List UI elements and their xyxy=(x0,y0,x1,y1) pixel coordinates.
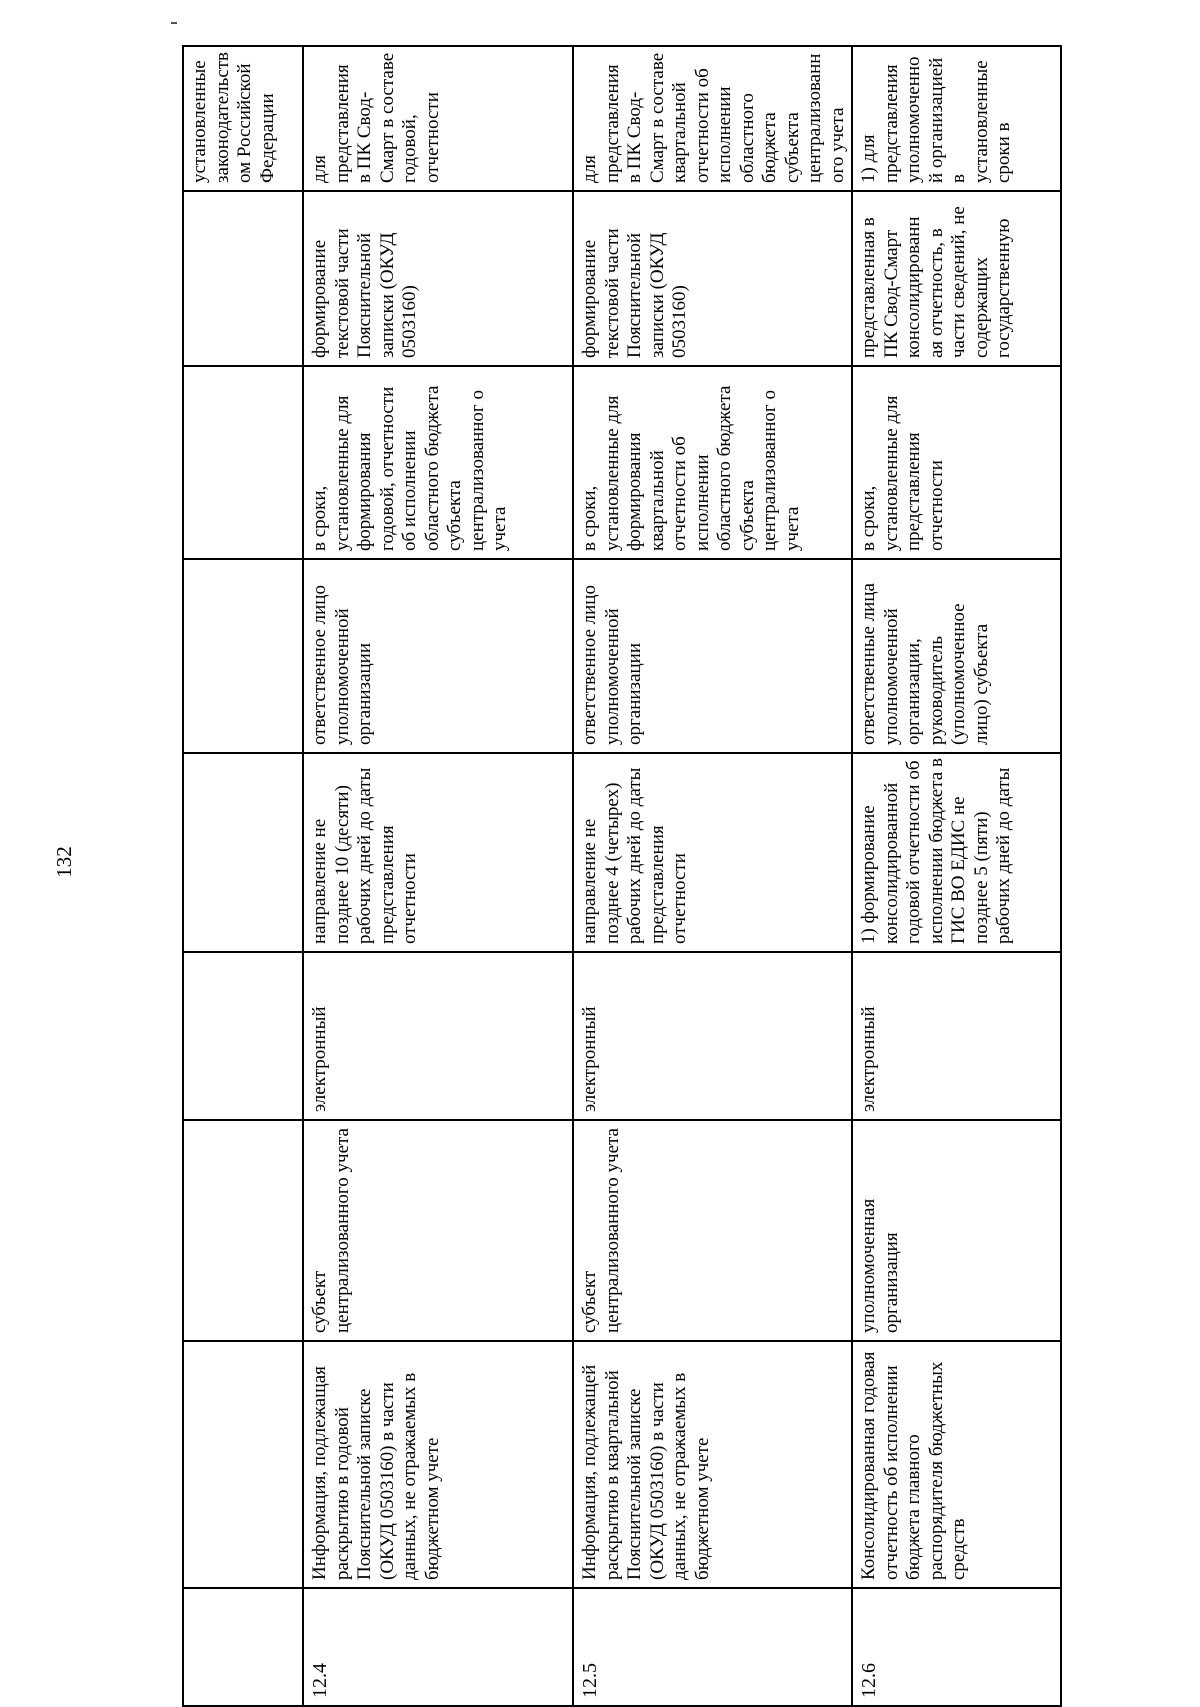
cell-text: направление не позднее 4 (четырех) рабочих дней до даты представления отчетности xyxy=(579,767,690,944)
cell-text: электронный xyxy=(579,1006,600,1112)
row-number: 12.6 xyxy=(858,1663,880,1698)
cell-text: уполномоченная организация xyxy=(858,1198,902,1333)
cell-text: в сроки, установленные для формирования годовой, отчетности об исполнении областного бюджета субъекта централизованног о учета xyxy=(309,385,510,551)
cell-format xyxy=(852,952,1061,1120)
cell-purpose xyxy=(573,191,852,366)
cell-text: ответственное лицо уполномоченной организации xyxy=(579,585,645,745)
cell-responsible-entity xyxy=(573,1120,852,1341)
cell-number xyxy=(303,1588,573,1706)
cell-text: ответственные лица уполномоченной организации, руководитель (уполномоченное лицо) субъекта xyxy=(858,583,992,745)
cell-notes xyxy=(852,46,1061,191)
cell-text: направление не позднее 10 (десяти) рабочих дней до даты представления отчетности xyxy=(309,767,420,944)
cell-responsible-person xyxy=(183,559,303,753)
cell-text: Консолидированная годовая отчетность об исполнении бюджета главного распорядителя бюджетных средств xyxy=(858,1351,969,1580)
cell-procedure xyxy=(573,753,852,952)
cell-name xyxy=(303,1341,573,1588)
cell-text: для представления в ПК Свод-Смарт в составе годовой, отчетности xyxy=(309,52,443,183)
row-number: 12.4 xyxy=(309,1663,331,1698)
cell-text: 1) формирование консолидированной годовой отчетности об исполнении бюджета в ГИС ВО ЕДИС не позднее 5 (пяти) рабочих дней до даты xyxy=(858,758,1014,944)
table-row xyxy=(303,46,573,1706)
page-number: 132 xyxy=(52,846,76,878)
cell-format xyxy=(303,952,573,1120)
cell-text: Информация, подлежащая раскрытию в годовой Пояснительной записке (ОКУД 0503160) в части данных, не отражаемых в бюджетном учете xyxy=(309,1366,443,1580)
table-row xyxy=(852,46,1061,1706)
cell-procedure xyxy=(303,753,573,952)
cell-text: электронный xyxy=(309,1006,330,1112)
cell-number xyxy=(852,1588,1061,1706)
cell-responsible-entity xyxy=(852,1120,1061,1341)
cell-text: представленная в ПК Свод-Смарт консолидированн ая отчетность, в части сведений, не содержащих государственную xyxy=(858,206,1014,358)
row-number: 12.5 xyxy=(579,1663,601,1698)
cell-format xyxy=(573,952,852,1120)
cell-deadline xyxy=(573,366,852,559)
procedure-table xyxy=(182,45,1062,1707)
cell-text: ответственное лицо уполномоченной организации xyxy=(309,585,375,745)
cell-responsible-person xyxy=(303,559,573,753)
cell-purpose xyxy=(303,191,573,366)
cell-deadline xyxy=(303,366,573,559)
cell-text: установленные законодательств ом Российской Федерации xyxy=(189,51,278,183)
cell-text: 1) для представления уполномоченно й организацией в установленные сроки в xyxy=(858,56,1014,183)
cell-format xyxy=(183,952,303,1120)
rotated-table-container xyxy=(182,47,1058,1707)
cell-procedure xyxy=(852,753,1061,952)
cell-deadline xyxy=(852,366,1061,559)
cell-text: формирование текстовой части Пояснительной записки (ОКУД 0503160) xyxy=(309,228,420,358)
cell-responsible-person xyxy=(852,559,1061,753)
cell-responsible-person xyxy=(573,559,852,753)
cell-responsible-entity xyxy=(303,1120,573,1341)
cell-name xyxy=(183,1341,303,1588)
cell-notes xyxy=(573,46,852,191)
cell-text: формирование текстовой части Пояснительной записки (ОКУД 0503160) xyxy=(579,228,690,358)
cell-text: Информация, подлежащей раскрытию в квартальной Пояснительной записке (ОКУД 0503160) в части данных, не отражаемых в бюджетном учете xyxy=(579,1364,713,1580)
cell-purpose xyxy=(852,191,1061,366)
cell-responsible-entity xyxy=(183,1120,303,1341)
cell-text: электронный xyxy=(858,1006,879,1112)
cell-text: для представления в ПК Свод-Смарт в составе квартальной отчетности об исполнении областного бюджета субъекта централизованн ого учета xyxy=(579,52,848,183)
cell-text: субъект централизованного учета xyxy=(579,1128,623,1333)
cell-name xyxy=(573,1341,852,1588)
cell-notes xyxy=(303,46,573,191)
cell-procedure xyxy=(183,753,303,952)
cell-text: субъект централизованного учета xyxy=(309,1128,353,1333)
cell-number xyxy=(573,1588,852,1706)
cell-purpose xyxy=(183,191,303,366)
scan-mark xyxy=(171,22,177,24)
cell-number xyxy=(183,1588,303,1706)
cell-text: в сроки, установленные для формирования квартальной отчетности об исполнении областного бюджета субъекта централизованног о учета xyxy=(579,385,803,551)
cell-deadline xyxy=(183,366,303,559)
cell-notes xyxy=(183,46,303,191)
table-row-continuation xyxy=(183,46,303,1706)
cell-name xyxy=(852,1341,1061,1588)
cell-text: в сроки, установленные для представления отчетности xyxy=(858,395,947,551)
table-row xyxy=(573,46,852,1706)
